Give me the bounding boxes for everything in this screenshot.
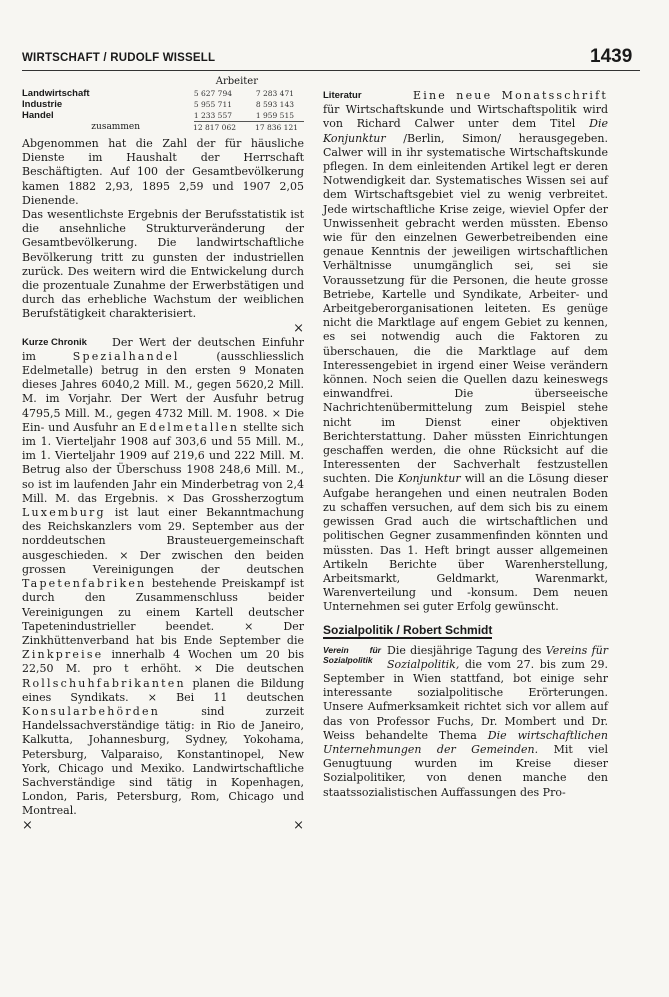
association-name: Vereins für Sozialpolitik, [387,643,609,671]
header-rule [22,70,640,71]
chronik-spaced-term: Spezialhandel [72,349,180,363]
chronik-text: ist laut einer Bekanntmachung des Reichskanzlers vom 29. September aus der norddeutschen Brausteuergemeinschaft ausgeschieden. × Der zwischen den beiden grossen Vereinigungen der deutschen [22,506,305,576]
stats-row [22,88,304,99]
stats-row-value-2: 7 283 471 [255,89,294,98]
verein-article [323,644,608,800]
stats-row-value-1: 1 233 557 [193,111,232,120]
chronik-text: planen die Bildung eines Syndikats. × Bei 11 deutschen [22,676,305,704]
chronik-text: stellte sich im 1. Vierteljahr 1908 auf 303,6 und 55 Mill. M., im 1. Vierteljahr 1909 auf 219,6 und 222 Mill. M. Betrug also der Überschuss 1908 248,6 Mill. M., so ist im laufenden Jahr ein Minderbetrag von 2,4 Mill. M. das Ergebnis. × Das Grossherzogtum [22,420,304,505]
kurze-chronik-label: Kurze Chronik [22,336,87,348]
running-title: WIRTSCHAFT / RUDOLF WISSELL [22,52,216,64]
stats-table [22,88,304,133]
end-cross-row [22,819,304,833]
page-number: 1439 [590,46,633,67]
paragraph-domestic-service: Abgenommen hat die Zahl der für häusliche Dienste im Haushalt der Herrschaft Beschäftigten. Auf 100 der Gesamtbevölkerung kamen 1882 2,93, 1895 2,59 und 1907 2,05 Dienende. [22,137,304,207]
stats-row-value-1: 5 627 794 [193,89,232,98]
left-column [22,76,304,833]
stats-row-value-2: 8 593 143 [255,100,294,109]
stats-row [22,99,304,110]
literatur-article [323,89,608,615]
stats-row-value-2: 1 959 515 [255,111,294,120]
chronik-spaced-term: Zinkpreise [22,648,104,662]
stats-row-label: Landwirtschaft [22,88,90,99]
chronik-spaced-term: Luxemburg [22,506,106,520]
chronik-spaced-term: Konsularbehörden [22,704,161,718]
literatur-spaced-term: Eine neue Monatsschrift [413,89,608,102]
stats-row-value-1: 5 955 711 [193,100,232,109]
verein-label: Verein für Sozialpolitik [323,644,381,665]
chronik-text: sind zurzeit Handelssachverständige tätig: in Rio de Janeiro, Kalkutta, Johannesburg, Sydney, Yokohama, Petersburg, Valparaiso, Konstantinopel, New York, Chicago und Mexiko. Landwirtschaftliche Sachverständige sind tätig in Kopenhagen, London, Paris, Petersburg, Rom, Chicago und Montreal. [22,704,304,818]
cross-mark: × [22,817,33,833]
verein-text: Mit viel Genugtuung wurden im Kreise dieser Sozialpolitiker, von denen manche den staatssozialistischen Auffassungen des Pro- [323,742,609,799]
stats-total-label: zusammen [91,122,140,132]
literatur-text: für Wirtschaftskunde und Wirtschaftspolitik wird von Richard Calwer unter dem Titel [323,103,608,131]
chronik-spaced-term: Tapetenfabriken [22,577,147,591]
literatur-text: /Berlin, Simon/ herausgegeben. Calwer will in ihr systematische Wirtschaftskunde pflegen. In dem einleitenden Artikel legt er deren Notwendigkeit dar. Systematisches Wissen sei auf dem Wirtschaftsgebiet viel zu wenig verbreitet. Jede wirtschaftliche Krise zeige, wieviel Opfer der Unwissenheit gebracht werden müssten. Ebenso wie für den einzelnen Gewerbetreibenden eine genaue Kenntnis der jeweiligen wirtschaftlichen Verhältnisse unumgänglich sei, sei sie Voraussetzung für die Personen, die heute grosse Betriebe, Kartelle und Syndikate, Arbeiter- und Arbeitgeberorganisationen leiteten. Es genüge nicht die Marktlage auf engem Gebiet zu kennen, es sei notwendig auch die Faktoren zu überschauen, die die Marktlage auf dem Interessengebiet in irgend einer Weise verändern können. Noch seien die Quellen dazu keineswegs einwandfrei. Die überseeische Nachrichtenübermittelung zum Beispiel stehe nicht im Dienst einer objektiven Berichterstattung. Daher müssten Einrichtungen geschaffen werden, die ohne Rücksicht auf die Interessenten der Sachverhalt festzustellen suchten. Die [323,131,608,486]
section-heading: Sozialpolitik / Robert Schmidt [323,622,493,637]
separator-cross-row [22,322,304,336]
kurze-chronik-article [22,336,304,819]
chronik-text: innerhalb 4 Wochen um 20 bis 22,50 M. pro t erhöht. × Die deutschen [22,648,304,676]
right-column [323,89,608,800]
stats-row-label: Industrie [22,99,63,110]
stats-row-label: Handel [22,110,54,121]
paragraph-structural-change: Das wesentlichste Ergebnis der Berufsstatistik ist die ansehnliche Strukturveränderung der Gesamtbevölkerung. Die landwirtschaftliche Bevölkerung tritt zu gunsten der industriellen zurück. Des weitern wird die Entwickelung durch die prozentuale Zunahme der Erwerbstätigen und durch das erhebliche Wachstum der weiblichen Berufstätigkeit charakterisiert. [22,208,304,321]
chronik-text: Der Wert der deutschen Einfuhr im [22,335,304,363]
journal-title: Konjunktur [397,472,461,486]
chronik-text: bestehende Preiskampf ist durch den Zusammenschluss beider Vereinigungen zu einem Kartell deutscher Tapetenindustrieller beendet. × Der Zinkhüttenverband hat bis Ende September die [22,577,304,647]
stats-total-value-2: 17 836 121 [255,123,298,132]
literatur-label: Literatur [323,90,362,101]
journal-title: Die Konjunktur [323,117,608,145]
cross-mark: × [293,320,304,336]
stats-table-header: Arbeiter [215,76,258,87]
cross-mark: × [293,817,304,833]
chronik-text: (ausschliesslich Edelmetalle) betrug in den ersten 9 Monaten dieses Jahres 6040,2 Mill. M., gegen 5620,2 Mill. M. im Vorjahr. Der Wert der Ausfuhr betrug 4795,5 Mill. M., gegen 4732 Mill. M. 1908. × Die Ein- und Ausfuhr an [22,349,305,434]
stats-row [22,110,304,121]
stats-total-row [22,122,304,133]
chronik-spaced-term: Edelmetallen [139,420,240,434]
stats-total-value-1: 12 817 062 [193,123,236,132]
verein-text: Die diesjährige Tagung des [387,643,542,657]
theme-title: Die wirtschaftlichen Unternehmungen der Gemeinden. [323,728,609,756]
verein-text: die vom 27. bis zum 29. September in Wien stattfand, bot einige sehr interessante sozialpolitische Erörterungen. Unsere Aufmerksamkeit richtet sich vor allem auf das von Professor Fuchs, Dr. Mombert und Dr. Weiss behandelte Thema [323,657,608,742]
literatur-text: will an die Lösung dieser Aufgabe herangehen und einen neutralen Boden zu schaffen versuchen, auf dem sich bis zu einem gewissen Grad auch die wirtschaftlichen und politischen Gegner zusammenfinden könnten und müssten. Das 1. Heft bringt ausser allgemeinen Artikeln Berichte über Warenherstellung, Arbeitsmarkt, Geldmarkt, Warenmarkt, Warenverteilung und -konsum. Dem neuen Unternehmen sei guter Erfolg gewünscht. [323,472,608,614]
chronik-spaced-term: Rollschuhfabrikanten [22,676,186,690]
